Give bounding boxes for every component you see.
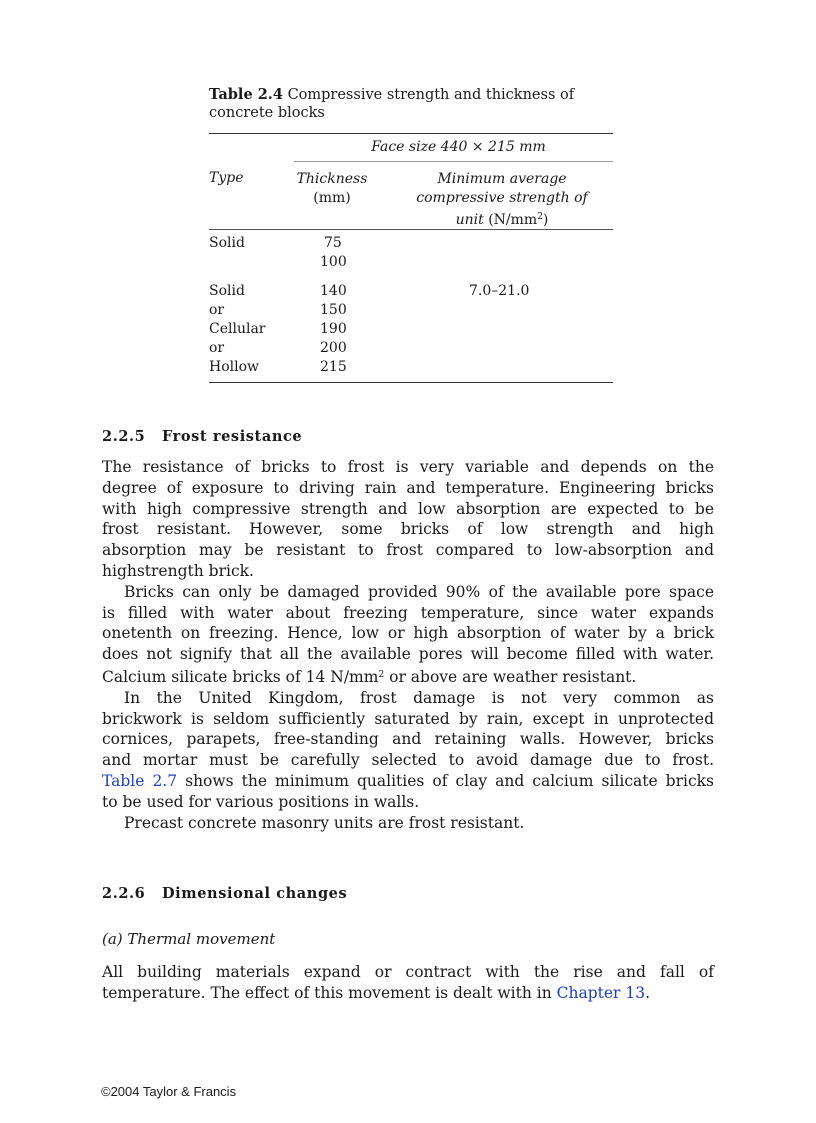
- cell-type: or: [209, 340, 225, 356]
- cell-thickness: 100: [320, 254, 347, 270]
- header-strength-line2: compressive strength of: [416, 190, 588, 206]
- table-caption-line2: concrete blocks: [209, 105, 325, 121]
- text-line: degree of exposure to driving rain and temperature. Engineering bricks: [102, 478, 714, 497]
- table-2-4: [209, 86, 613, 383]
- cell-type: Hollow: [209, 359, 260, 375]
- cell-thickness: 140: [320, 283, 347, 299]
- text-line: brickwork is seldom sufficiently saturated by rain, except in unprotected: [102, 709, 714, 728]
- text-line: [102, 983, 714, 1004]
- unit-exponent: 2: [537, 212, 543, 222]
- text-line: The resistance of bricks to frost is very variable and depends on the: [102, 458, 714, 476]
- text-line: absorption may be resistant to frost compared to low-absorption and: [102, 541, 714, 560]
- table-body: [209, 230, 613, 382]
- text-line: cornices, parapets, free-standing and retaining walls. However, bricks: [102, 730, 714, 749]
- header-strength: [407, 170, 597, 230]
- table-bottom-rule: [209, 382, 613, 383]
- text-line: with high compressive strength and low absorption are expected to be: [102, 499, 714, 518]
- section-number: 2.2.6: [102, 885, 146, 902]
- table-2-7-link[interactable]: Table 2.7: [102, 771, 178, 790]
- subheading-thermal-movement: (a) Thermal movement: [102, 930, 276, 948]
- text-line: frost resistant. However, some bricks of low strength and high: [102, 520, 714, 539]
- header-strength-line1: Minimum average: [437, 171, 567, 187]
- text-line: Bricks can only be damaged provided 90% of the available pore space: [124, 582, 714, 601]
- spanner-heading: Face size 440 × 215 mm: [371, 139, 546, 155]
- section-number: 2.2.5: [102, 428, 146, 445]
- cell-thickness: 215: [320, 359, 347, 375]
- text-line: In the United Kingdom, frost damage is not very common as: [124, 688, 714, 707]
- header-strength-unit: [488, 212, 548, 228]
- cell-thickness: 200: [320, 340, 347, 356]
- text-line: All building materials expand or contract with the rise and fall of: [102, 963, 714, 981]
- unit-open: (N/mm: [488, 212, 538, 228]
- table-spanner: [209, 134, 613, 162]
- text-line: Precast concrete masonry units are frost resistant.: [124, 813, 525, 832]
- table-header: [209, 162, 613, 229]
- text-line: and mortar must be carefully selected to avoid damage due to frost.: [102, 751, 714, 770]
- cell-type: or: [209, 302, 225, 318]
- cell-thickness: 190: [320, 321, 347, 337]
- header-thickness-label: Thickness: [296, 171, 368, 187]
- cell-type: Solid: [209, 283, 245, 299]
- cell-strength: 7.0–21.0: [469, 283, 530, 299]
- cell-thickness: 150: [320, 302, 347, 318]
- section-heading-2-2-6: [102, 885, 347, 902]
- text-line: does not signify that all the available pores will become filled with water.: [102, 645, 714, 664]
- text-line: [102, 665, 714, 688]
- table-caption-text: Compressive strength and thickness of: [287, 87, 575, 103]
- paragraph-thermal: [102, 962, 714, 1004]
- unit-close: ): [542, 212, 549, 228]
- cell-type: Solid: [209, 235, 245, 251]
- text-fragment: .: [645, 983, 651, 1002]
- text-line: onetenth on freezing. Hence, low or high absorption of water by a brick: [102, 624, 714, 643]
- text-fragment: shows the minimum qualities of clay and calcium silicate bricks: [177, 771, 714, 790]
- section-heading-2-2-5: [102, 428, 302, 445]
- text-line: is filled with water about freezing temperature, since water expands: [102, 603, 714, 622]
- text-line: [102, 771, 714, 792]
- section-title: Frost resistance: [162, 428, 303, 445]
- header-type: Type: [209, 170, 244, 186]
- section-title: Dimensional changes: [162, 885, 348, 902]
- table-label: Table 2.4: [209, 86, 283, 103]
- header-thickness-unit: (mm): [313, 190, 351, 206]
- cell-thickness: 75: [324, 235, 342, 251]
- text-fragment: Calcium silicate bricks of 14 N/mm: [102, 667, 379, 686]
- chapter-13-link[interactable]: Chapter 13: [556, 983, 646, 1002]
- copyright-footer: ©2004 Taylor & Francis: [101, 1084, 237, 1099]
- cell-type: Cellular: [209, 321, 266, 337]
- text-fragment: temperature. The effect of this movement is dealt with in: [102, 983, 557, 1002]
- text-line: highstrength brick.: [102, 561, 254, 580]
- table-caption: [209, 86, 613, 122]
- text-line: to be used for various positions in walls.: [102, 792, 420, 811]
- header-thickness: [287, 170, 377, 208]
- text-fragment: or above are weather resistant.: [384, 667, 637, 686]
- paragraph-frost-1: [102, 457, 714, 833]
- superscript: 2: [378, 669, 385, 680]
- header-strength-unit-word: unit: [455, 212, 484, 228]
